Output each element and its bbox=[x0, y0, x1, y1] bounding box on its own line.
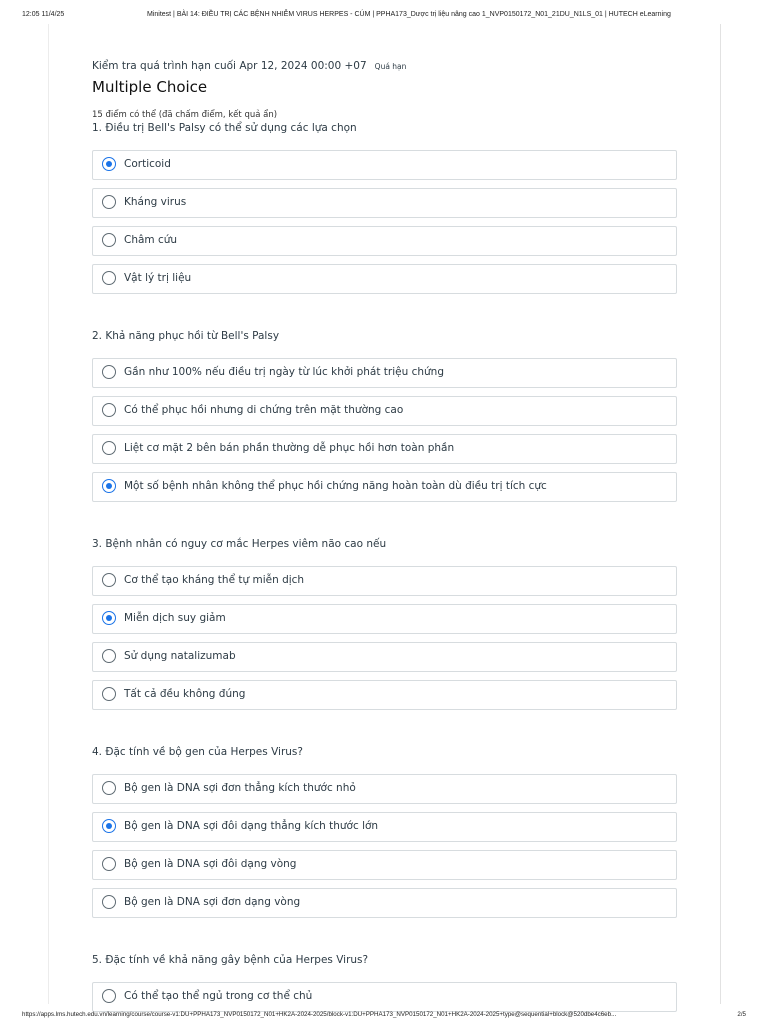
page-number: 2/5 bbox=[737, 1011, 746, 1018]
questions-list bbox=[92, 122, 677, 1012]
answer-option-label: Kháng virus bbox=[124, 196, 187, 208]
answer-option-label: Miễn dịch suy giảm bbox=[124, 612, 226, 624]
answer-option-label: Có thể tạo thể ngủ trong cơ thể chủ bbox=[124, 990, 313, 1002]
radio-unchecked-icon[interactable] bbox=[102, 895, 116, 909]
print-datetime: 12:05 11/4/25 bbox=[22, 11, 65, 18]
answer-option[interactable] bbox=[92, 604, 677, 634]
quiz-content bbox=[92, 60, 677, 1020]
question-block bbox=[92, 122, 677, 294]
radio-unchecked-icon[interactable] bbox=[102, 687, 116, 701]
answer-option[interactable] bbox=[92, 396, 677, 426]
answer-option-label: Vật lý trị liệu bbox=[124, 272, 192, 284]
radio-unchecked-icon[interactable] bbox=[102, 781, 116, 795]
question-divider-space bbox=[92, 926, 677, 954]
answer-option-label: Một số bệnh nhân không thể phục hồi chứng năng hoàn toàn dù điều trị tích cực bbox=[124, 480, 547, 492]
answer-option-label: Bộ gen là DNA sợi đôi dạng vòng bbox=[124, 858, 297, 870]
radio-unchecked-icon[interactable] bbox=[102, 233, 116, 247]
question-spacer bbox=[92, 760, 677, 774]
radio-checked-icon[interactable] bbox=[102, 157, 116, 171]
question-spacer bbox=[92, 552, 677, 566]
answer-option-label: Cơ thể tạo kháng thể tự miễn dịch bbox=[124, 574, 305, 586]
print-page-title: Minitest | BÀI 14: ĐIỀU TRỊ CÁC BỆNH NHIỄM VIRUS HERPES - CÚM | PPHA173_Dược trị liệu nâng cao 1_NVP0150172_N01_21DU_N1LS_01 | HUTECH eLearning bbox=[147, 11, 671, 18]
radio-checked-icon[interactable] bbox=[102, 819, 116, 833]
points-label: 15 điểm có thể (đã chấm điểm, kết quả ẩn) bbox=[92, 110, 278, 120]
question-text: 2. Khả năng phục hồi từ Bell's Palsy bbox=[92, 330, 280, 342]
question-block bbox=[92, 954, 677, 1012]
answer-option[interactable] bbox=[92, 472, 677, 502]
quiz-title: Multiple Choice bbox=[92, 78, 208, 96]
radio-checked-icon[interactable] bbox=[102, 479, 116, 493]
question-spacer bbox=[92, 344, 677, 358]
radio-unchecked-icon[interactable] bbox=[102, 989, 116, 1003]
question-divider-space bbox=[92, 510, 677, 538]
question-spacer bbox=[92, 136, 677, 150]
radio-unchecked-icon[interactable] bbox=[102, 441, 116, 455]
radio-unchecked-icon[interactable] bbox=[102, 195, 116, 209]
radio-unchecked-icon[interactable] bbox=[102, 857, 116, 871]
answer-option-label: Liệt cơ mặt 2 bên bán phần thường dễ phục hồi hơn toàn phần bbox=[124, 442, 455, 454]
answer-option-label: Bộ gen là DNA sợi đơn dạng vòng bbox=[124, 896, 301, 908]
answer-option[interactable] bbox=[92, 774, 677, 804]
answer-option[interactable] bbox=[92, 226, 677, 256]
radio-unchecked-icon[interactable] bbox=[102, 403, 116, 417]
answer-option[interactable] bbox=[92, 982, 677, 1012]
answer-option-label: Tất cả đều không đúng bbox=[124, 688, 246, 700]
page-frame-left-border bbox=[48, 24, 49, 1004]
radio-unchecked-icon[interactable] bbox=[102, 271, 116, 285]
radio-unchecked-icon[interactable] bbox=[102, 649, 116, 663]
answer-option[interactable] bbox=[92, 264, 677, 294]
answer-option-label: Bộ gen là DNA sợi đơn thẳng kích thước nhỏ bbox=[124, 782, 356, 794]
deadline-label: Kiểm tra quá trình hạn cuối Apr 12, 2024 00:00 +07 bbox=[92, 60, 367, 72]
question-divider-space bbox=[92, 718, 677, 746]
question-text: 3. Bệnh nhân có nguy cơ mắc Herpes viêm não cao nếu bbox=[92, 538, 387, 550]
radio-checked-icon[interactable] bbox=[102, 611, 116, 625]
answer-option[interactable] bbox=[92, 566, 677, 596]
radio-unchecked-icon[interactable] bbox=[102, 365, 116, 379]
answer-option[interactable] bbox=[92, 850, 677, 880]
question-spacer bbox=[92, 968, 677, 982]
question-block bbox=[92, 746, 677, 918]
answer-option-label: Corticoid bbox=[124, 158, 171, 170]
overdue-badge: Quá hạn bbox=[374, 62, 407, 71]
answer-option[interactable] bbox=[92, 434, 677, 464]
answer-option-label: Bộ gen là DNA sợi đôi dạng thẳng kích thước lớn bbox=[124, 820, 379, 832]
answer-option[interactable] bbox=[92, 642, 677, 672]
answer-option[interactable] bbox=[92, 150, 677, 180]
answer-option-label: Có thể phục hồi nhưng di chứng trên mặt thường cao bbox=[124, 404, 404, 416]
radio-unchecked-icon[interactable] bbox=[102, 573, 116, 587]
answer-option[interactable] bbox=[92, 358, 677, 388]
question-text: 4. Đặc tính về bộ gen của Herpes Virus? bbox=[92, 746, 303, 758]
question-text: 5. Đặc tính về khả năng gây bệnh của Herpes Virus? bbox=[92, 954, 369, 966]
answer-option-label: Gần như 100% nếu điều trị ngày từ lúc khởi phát triệu chứng bbox=[124, 366, 444, 378]
print-url: https://apps.lms.hutech.edu.vn/learning/course/course-v1:DU+PPHA173_NVP0150172_N01+HK2A-2024-2025/block-v1:DU+PPHA173_NVP0150172_N01+HK2A-2024-2025+type@sequential+block@520dbe4c6eb... bbox=[22, 1011, 617, 1018]
question-text: 1. Điều trị Bell's Palsy có thể sử dụng các lựa chọn bbox=[92, 122, 357, 134]
answer-option[interactable] bbox=[92, 680, 677, 710]
answer-option-label: Châm cứu bbox=[124, 234, 178, 246]
question-divider-space bbox=[92, 302, 677, 330]
answer-option[interactable] bbox=[92, 188, 677, 218]
answer-option[interactable] bbox=[92, 812, 677, 842]
question-block bbox=[92, 330, 677, 502]
page-frame-right-border bbox=[720, 24, 721, 1004]
answer-option-label: Sử dụng natalizumab bbox=[124, 650, 236, 662]
answer-option[interactable] bbox=[92, 888, 677, 918]
question-block bbox=[92, 538, 677, 710]
quiz-meta bbox=[92, 60, 677, 76]
